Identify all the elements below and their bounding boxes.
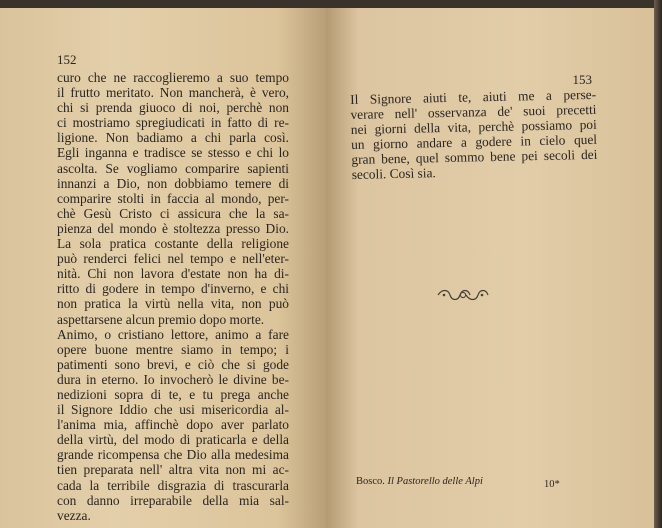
- text-line: il Signore Iddio che usi misericordia al-: [57, 402, 289, 418]
- text-line: cada la terribile disgrazia di trascurarla: [57, 477, 289, 493]
- footer-author: Bosco.: [356, 476, 385, 487]
- left-page-text: [57, 70, 289, 523]
- text-line: opere buone mentre siamo in tempo; i: [57, 341, 289, 357]
- text-line: verare nell' osservanza de' suoi precetti: [350, 101, 597, 123]
- text-line: La sola pratica costante della religione: [57, 236, 289, 252]
- text-line: comparire stolti in faccia al mondo, per-: [57, 190, 289, 206]
- page-number-left: 152: [57, 52, 77, 67]
- text-line: chè Gesù Cristo ci assicura che la sa-: [57, 205, 289, 221]
- text-line: ascolta. Se vogliamo comparire sapienti: [57, 160, 289, 176]
- text-line: non pratica la virtù nella vita, non può: [57, 296, 289, 312]
- right-page: [326, 8, 654, 528]
- signature-mark: 10*: [544, 479, 560, 490]
- text-line: ritto di godere in tempo d'inverno, e chi: [57, 281, 289, 297]
- text-line: vezza.: [57, 507, 91, 523]
- text-line: della virtù, del modo di praticarla e della: [57, 432, 289, 448]
- text-line: Egli inganna e tradisce se stesso e chi lo: [57, 145, 289, 161]
- ornament-icon: [436, 288, 490, 302]
- text-line: patimenti sono brevi, e ciò che si gode: [57, 356, 289, 372]
- left-page: [0, 8, 326, 528]
- text-line: tien preparata nell' altra vita non mi ac-: [57, 462, 289, 478]
- text-line: un giorno andare a godere in cielo quel: [350, 132, 598, 153]
- text-line: gran bene, quel sommo bene pei secoli dei: [351, 147, 598, 168]
- text-line: con danno irreparabile della mia sal-: [57, 492, 289, 508]
- page-number-right: 153: [572, 72, 592, 87]
- text-line: ci mostriamo spregiudicati in fatto di re-: [57, 115, 289, 131]
- text-line: curo che ne raccoglieremo a suo tempo: [57, 70, 289, 85]
- text-line: l'anima mia, affinchè dopo aver parlato: [57, 417, 289, 433]
- text-line: pienza del mondo è stoltezza presso Dio.: [57, 220, 289, 236]
- text-line: grande ricompensa che Dio alla medesima: [57, 447, 289, 463]
- text-line: chi si prenda giuoco di noi, perchè non: [57, 100, 289, 116]
- text-line: nei giorni della vita, perchè possiamo poi: [350, 117, 597, 138]
- text-line: Il Signore aiuti te, aiuti me a perse-: [350, 86, 597, 107]
- text-line: Animo, o cristiano lettore, animo a fare: [57, 326, 289, 342]
- text-line: nità. Chi non lavora d'estate non ha di-: [57, 266, 289, 282]
- text-line: innanzi a Dio, non dobbiamo temere di: [57, 175, 289, 191]
- text-line: può renderci felici nel tempo e nell'eter-: [57, 251, 289, 267]
- text-line: dura in eterno. Io invocherò le divine be-: [57, 371, 289, 387]
- text-line: aspettarsene alcun premio dopo morte.: [57, 311, 265, 327]
- footer-title: Il Pastorello delle Alpi: [387, 476, 483, 487]
- page-footer: [356, 476, 576, 487]
- book-edge: [654, 0, 662, 528]
- text-line: nedizioni sopra di te, e tu prega anche: [57, 386, 289, 402]
- text-line: ligione. Non badiamo a chi parla così.: [57, 130, 289, 146]
- right-page-text: [350, 87, 598, 183]
- text-line: il frutto meritato. Non mancherà, è vero,: [57, 85, 289, 101]
- text-line: secoli. Così sia.: [351, 165, 436, 183]
